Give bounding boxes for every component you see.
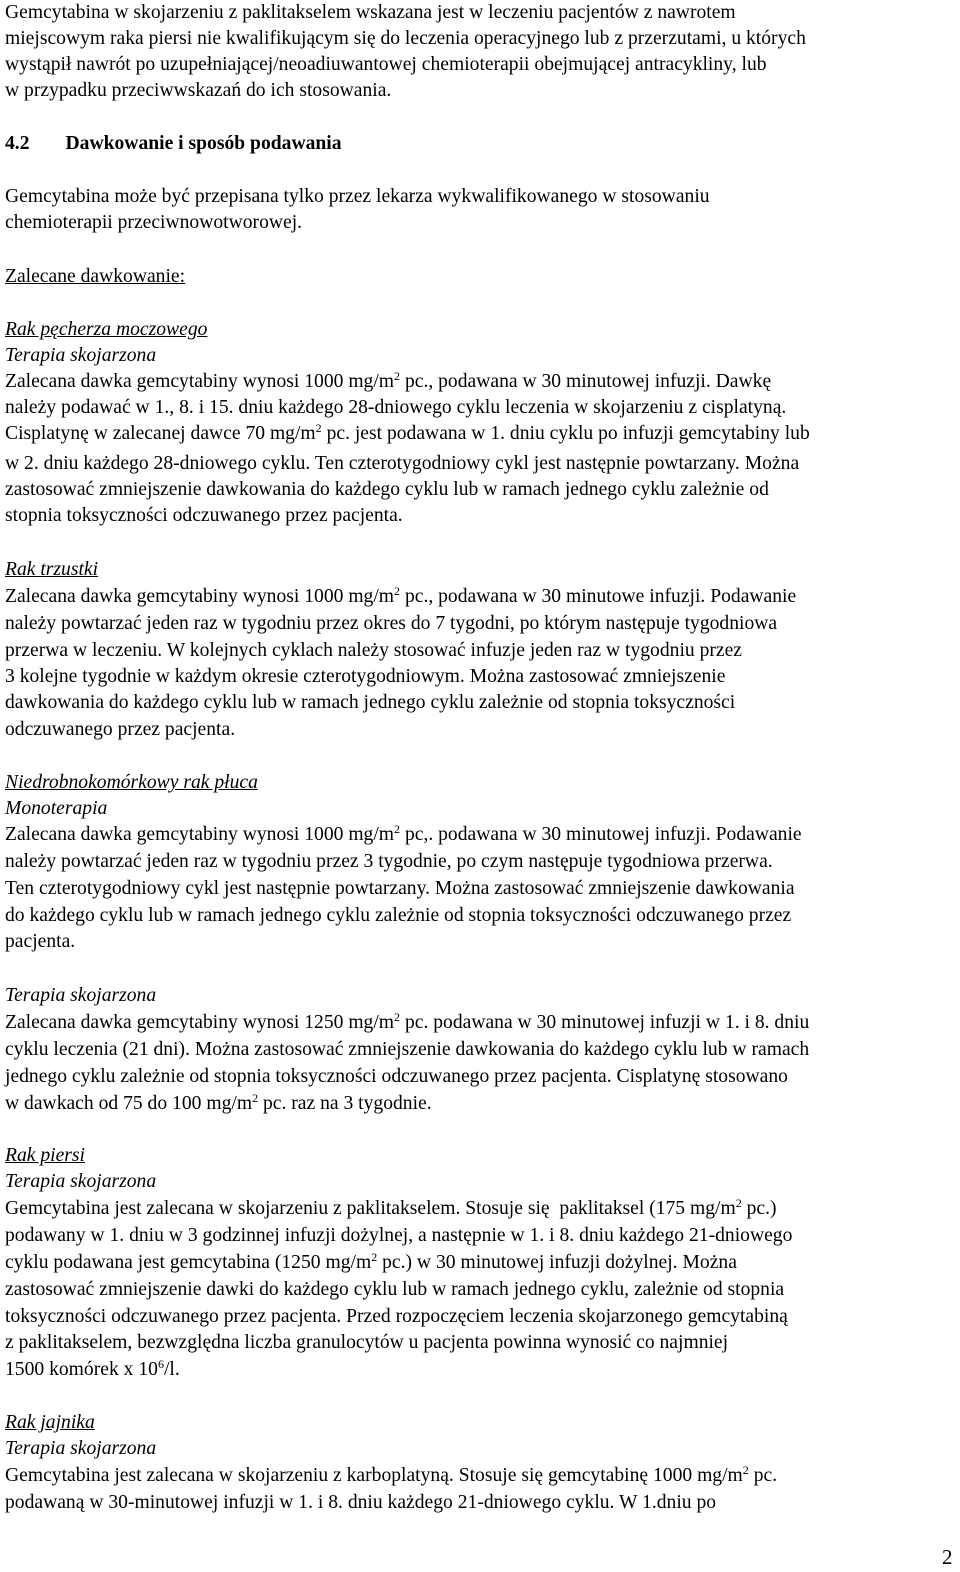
superscript: 2 [371, 1250, 378, 1264]
lung-mono-line-2: należy powtarzać jeden raz w tygodniu przez 3 tygodnie, po czym następuje tygodniowa przerwa. [5, 851, 773, 872]
pancreas-heading: Rak trzustki [5, 559, 99, 580]
section-title: Dawkowanie i sposób podawania [65, 133, 342, 154]
lung-combo-line-2: cyklu leczenia (21 dni). Można zastosować zmniejszenie dawkowania do każdego cyklu lub w ramach [5, 1039, 810, 1060]
breast-heading: Rak piersi [5, 1145, 85, 1166]
ovary-heading: Rak jajnika [5, 1412, 95, 1433]
lung-mono-line-4: do każdego cyklu lub w ramach jednego cyklu zależnie od stopnia toksyczności odczuwanego przez [5, 905, 792, 926]
prescribing-line-2: chemioterapii przeciwnowotworowej. [5, 212, 303, 233]
lung-heading: Niedrobnokomórkowy rak płuca [5, 772, 258, 793]
superscript: 2 [315, 421, 322, 435]
lung-combination-heading: Terapia skojarzona [5, 985, 157, 1006]
section-number: 4.2 [5, 133, 30, 154]
text-span: Zalecana dawka gemcytabiny wynosi 1000 mg/m [5, 586, 395, 607]
ovary-line-2: podawaną w 30-minutowej infuzji w 1. i 8. dniu każdego 21-dniowego cyklu. W 1.dniu po [5, 1492, 717, 1513]
breast-line-6: z paklitakselem, bezwzględna liczba granulocytów u pacjenta powinna wynosić co najmniej [5, 1332, 729, 1353]
pancreas-line-3: przerwa w leczeniu. W kolejnych cyklach należy stosować infuzje jeden raz w tygodniu przez [5, 640, 742, 661]
text-span: 1500 komórek x 10 [5, 1359, 158, 1380]
pancreas-line-5: dawkowania do każdego cyklu lub w ramach jednego cyklu zależnie od stopnia toksyczności [5, 692, 736, 713]
text-span: pc.) [741, 1198, 777, 1219]
ovary-line-1 [5, 1463, 777, 1489]
prescribing-line-1: Gemcytabina może być przepisana tylko przez lekarza wykwalifikowanego w stosowaniu [5, 186, 710, 207]
text-span: pc. podawana w 30 minutowej infuzji w 1. i 8. dniu [400, 1012, 810, 1033]
text-span: w dawkach od 75 do 100 mg/m [5, 1093, 253, 1114]
intro-line-2: miejscowym raka piersi nie kwalifikującym się do leczenia operacyjnego lub z przerzutami, u których [5, 28, 806, 49]
superscript: 2 [252, 1091, 259, 1105]
intro-line-1: Gemcytabina w skojarzeniu z paklitakselem wskazana jest w leczeniu pacjentów z nawrotem [5, 2, 736, 23]
text-span: Cisplatynę w zalecanej dawce 70 mg/m [5, 423, 316, 444]
bladder-heading: Rak pęcherza moczowego [5, 319, 208, 340]
superscript: 2 [735, 1196, 742, 1210]
text-span: pc. [748, 1465, 778, 1486]
page-number: 2 [942, 1545, 953, 1569]
lung-combo-line-4 [5, 1091, 432, 1117]
breast-line-2: podawany w 1. dniu w 3 godzinnej infuzji dożylnej, a następnie w 1. i 8. dniu każdego 21-dniowego [5, 1225, 793, 1246]
pancreas-line-1 [5, 584, 796, 610]
bladder-subheading: Terapia skojarzona [5, 345, 157, 366]
pancreas-line-2: należy powtarzać jeden raz w tygodniu przez okres do 7 tygodni, po którym następuje tygodniowa [5, 613, 778, 634]
lung-mono-line-3: Ten czterotygodniowy cykl jest następnie powtarzany. Można zastosować zmniejszenie dawkowania [5, 878, 795, 899]
superscript: 2 [742, 1463, 749, 1477]
lung-mono-line-5: pacjenta. [5, 931, 76, 952]
text-span: /l. [163, 1359, 180, 1380]
text-span: pc., podawana w 30 minutowej infuzji. Dawkę [400, 371, 772, 392]
bladder-line-3 [5, 421, 810, 447]
pancreas-line-6: odczuwanego przez pacjenta. [5, 719, 236, 740]
bladder-line-2: należy podawać w 1., 8. i 15. dniu każdego 28-dniowego cyklu leczenia w skojarzeniu z cisplatyną. [5, 397, 787, 418]
text-span: pc,. podawana w 30 minutowej infuzji. Podawanie [400, 824, 802, 845]
superscript: 2 [394, 822, 401, 836]
breast-line-7 [5, 1357, 180, 1383]
text-span: Gemcytabina jest zalecana w skojarzeniu z paklitakselem. Stosuje się paklitaksel (175 mg/m [5, 1198, 736, 1219]
bladder-line-6: stopnia toksyczności odczuwanego przez pacjenta. [5, 505, 403, 526]
text-span: Zalecana dawka gemcytabiny wynosi 1000 mg/m [5, 824, 395, 845]
text-span: Zalecana dawka gemcytabiny wynosi 1000 mg/m [5, 371, 395, 392]
breast-line-3 [5, 1250, 737, 1276]
pancreas-line-4: 3 kolejne tygodnie w każdym okresie czterotygodniowym. Można zastosować zmniejszenie [5, 666, 726, 687]
bladder-line-5: zastosować zmniejszenie dawkowania do każdego cyklu lub w ramach jednego cyklu zależnie od [5, 479, 769, 500]
superscript: 2 [394, 1010, 401, 1024]
text-span: pc., podawana w 30 minutowe infuzji. Podawanie [400, 586, 797, 607]
breast-line-5: toksyczności odczuwanego przez pacjenta. Przed rozpoczęciem leczenia skojarzonego gemcytabiną [5, 1306, 788, 1327]
lung-combo-line-3: jednego cyklu zależnie od stopnia toksyczności odczuwanego przez pacjenta. Cisplatynę stosowano [5, 1066, 788, 1087]
lung-mono-line-1 [5, 822, 802, 848]
breast-line-1 [5, 1196, 777, 1222]
breast-line-4: zastosować zmniejszenie dawki do każdego cyklu lub w ramach jednego cyklu, zależnie od stopnia [5, 1279, 785, 1300]
bladder-line-4: w 2. dniu każdego 28-dniowego cyklu. Ten czterotygodniowy cykl jest następnie powtarzany. Można [5, 453, 800, 474]
text-span: pc. jest podawana w 1. dniu cyklu po infuzji gemcytabiny lub [321, 423, 810, 444]
intro-line-3: wystąpił nawrót po uzupełniającej/neoadiuwantowej chemioterapii obejmującej antracykliny, lub [5, 54, 767, 75]
superscript: 2 [394, 369, 401, 383]
text-span: pc.) w 30 minutowej infuzji dożylnej. Można [377, 1252, 737, 1273]
superscript: 2 [394, 584, 401, 598]
recommended-dosage-heading: Zalecane dawkowanie: [5, 266, 186, 287]
lung-monotherapy-heading: Monoterapia [5, 798, 108, 819]
breast-subheading: Terapia skojarzona [5, 1171, 157, 1192]
text-span: cyklu podawana jest gemcytabina (1250 mg/m [5, 1252, 372, 1273]
intro-line-4: w przypadku przeciwwskazań do ich stosowania. [5, 80, 392, 101]
superscript: 6 [157, 1357, 164, 1371]
bladder-line-1 [5, 369, 771, 395]
text-span: Zalecana dawka gemcytabiny wynosi 1250 mg/m [5, 1012, 395, 1033]
text-span: pc. raz na 3 tygodnie. [258, 1093, 432, 1114]
lung-combo-line-1 [5, 1010, 809, 1036]
text-span: Gemcytabina jest zalecana w skojarzeniu z karboplatyną. Stosuje się gemcytabinę 1000 mg/m [5, 1465, 743, 1486]
section-heading [5, 131, 342, 157]
ovary-subheading: Terapia skojarzona [5, 1438, 157, 1459]
